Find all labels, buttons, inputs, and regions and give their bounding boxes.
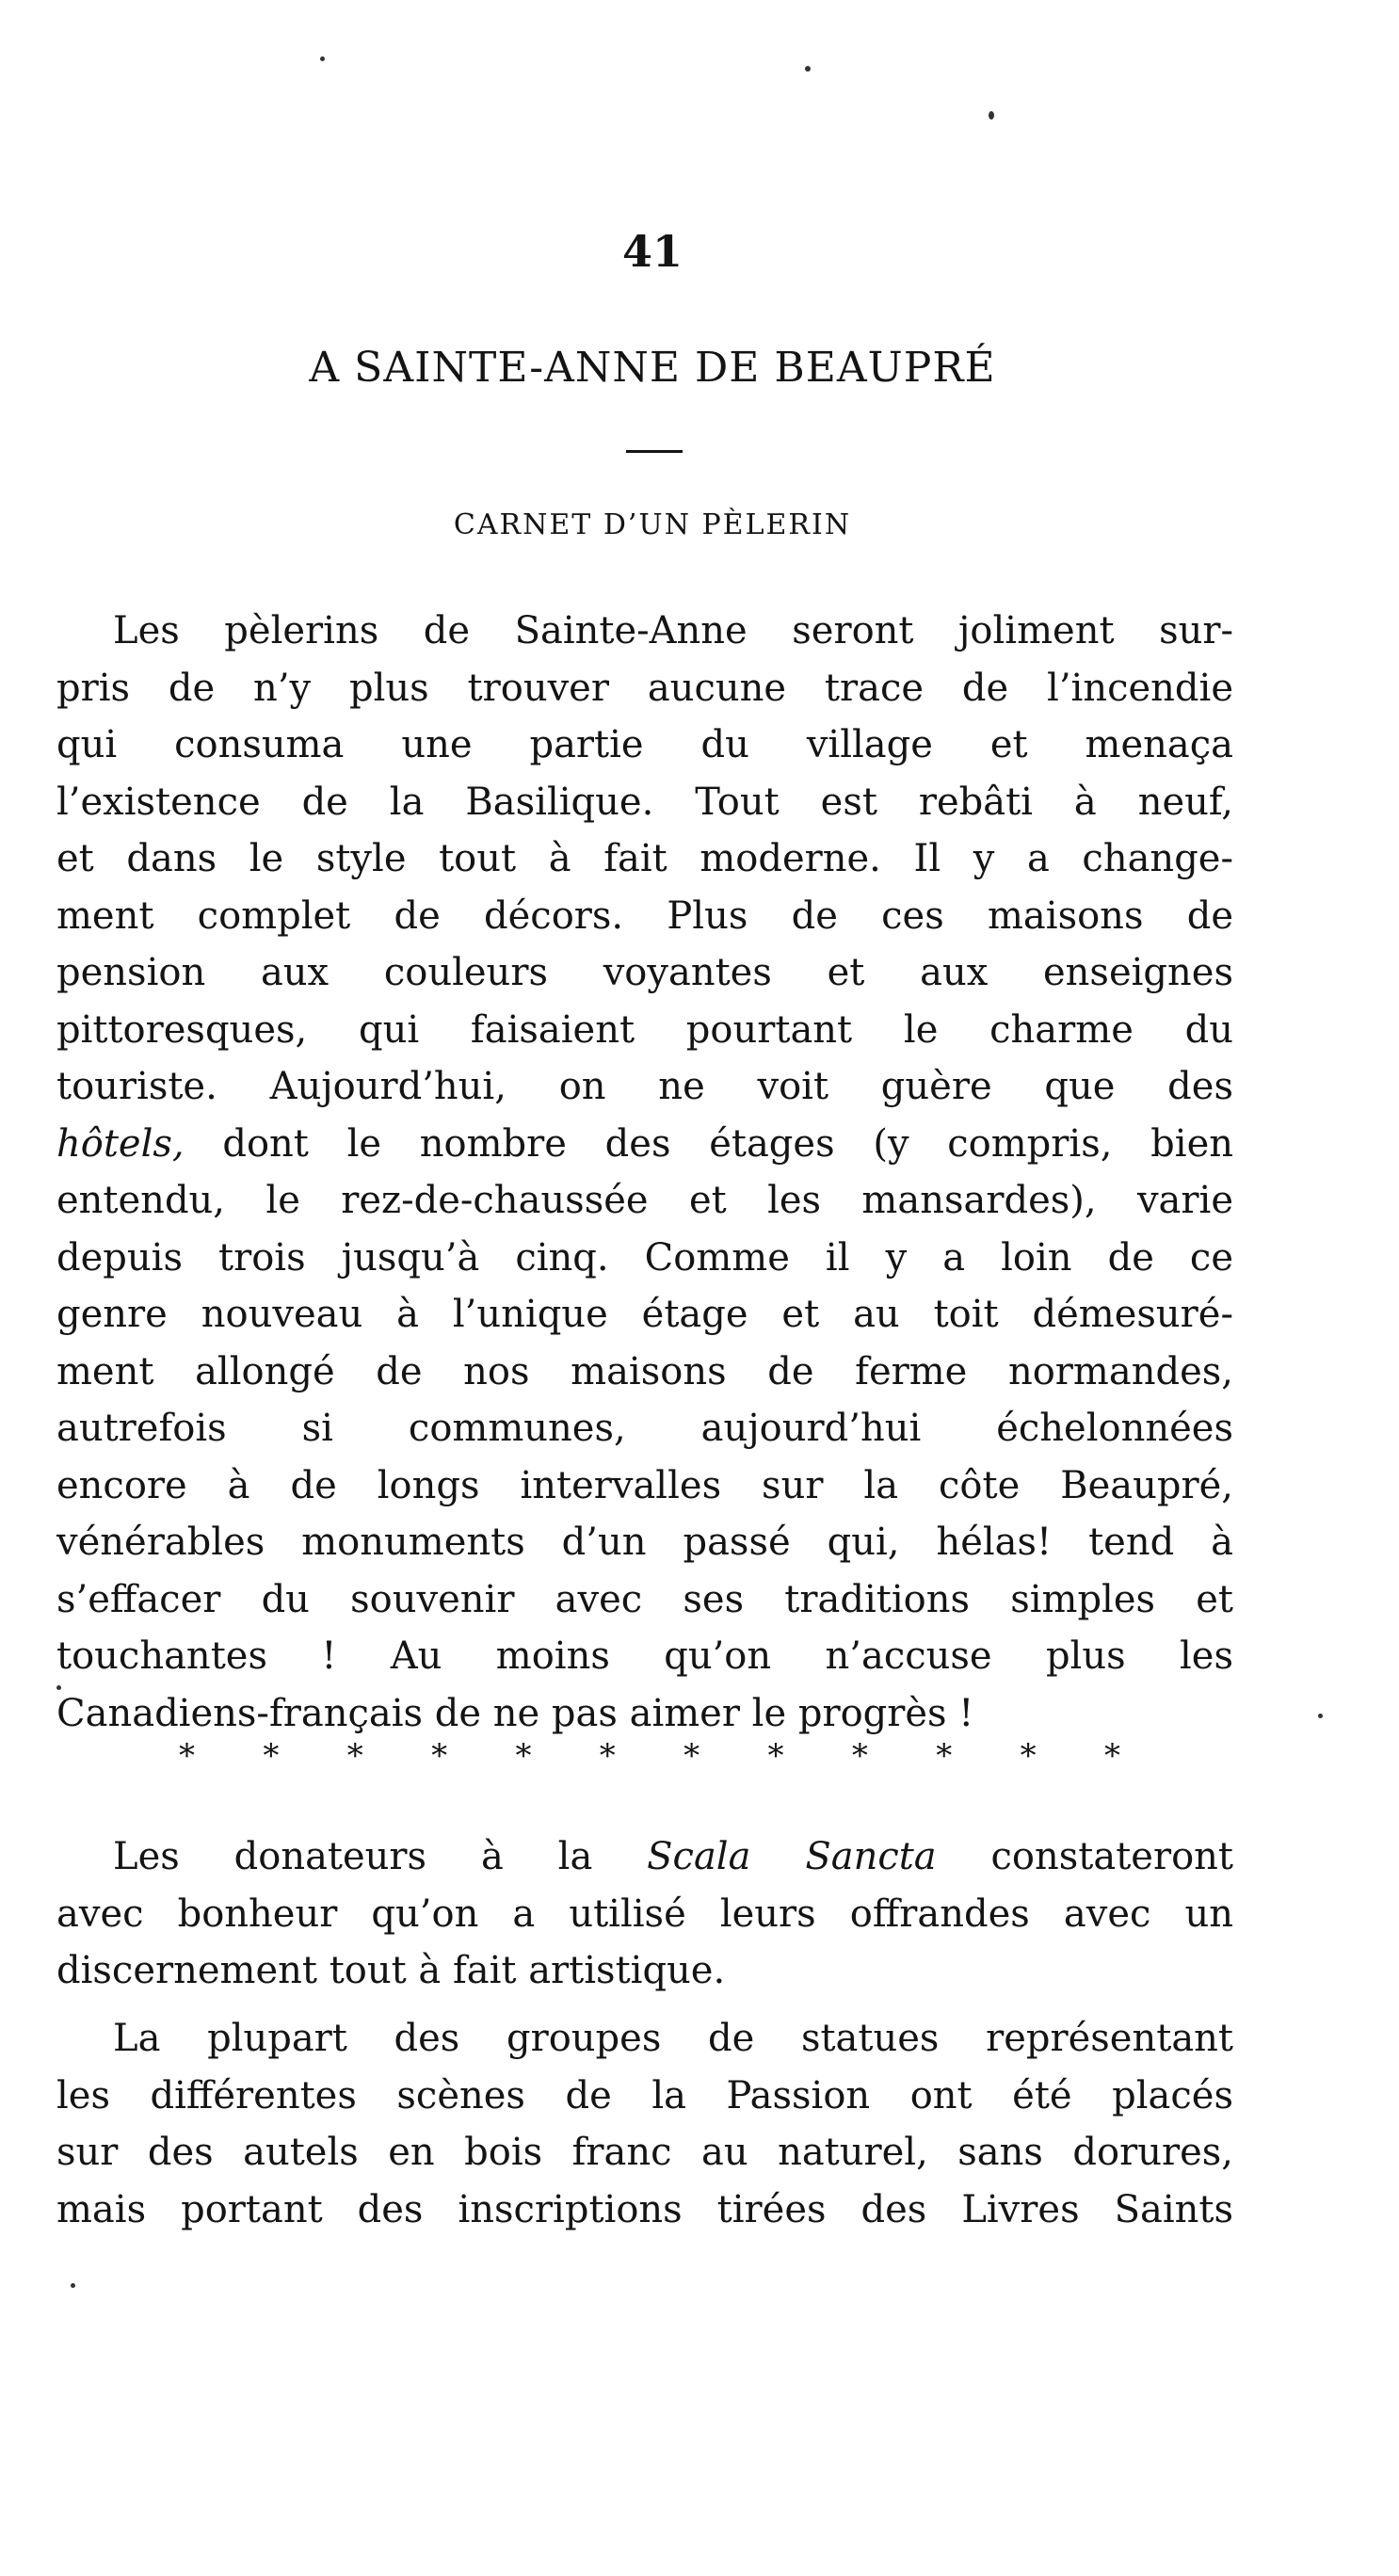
text-line: pris de n’y plus trouver aucune trace de l’incendie bbox=[56, 666, 1233, 710]
separator-star: * bbox=[767, 1737, 784, 1775]
scan-speck bbox=[1318, 1714, 1323, 1718]
text-line: sur des autels en bois franc au naturel, sans dorures, bbox=[56, 2131, 1233, 2174]
text-line: et dans le style tout à fait moderne. Il y a change- bbox=[56, 837, 1233, 880]
separator-star: * bbox=[431, 1737, 448, 1775]
text-fragment: constateront bbox=[936, 1835, 1233, 1878]
text-line: entendu, le rez-de-chaussée et les mansardes), varie bbox=[56, 1179, 1233, 1222]
paragraph-3 bbox=[56, 2010, 1233, 2238]
separator-star: * bbox=[936, 1737, 953, 1775]
paragraph-2 bbox=[56, 1828, 1233, 2000]
text-line: pittoresques, qui faisaient pourtant le charme du bbox=[56, 1007, 1233, 1052]
text-line: genre nouveau à l’unique étage et au toit démesuré- bbox=[56, 1293, 1233, 1336]
text-line: encore à de longs intervalles sur la côte Beaupré, bbox=[56, 1463, 1233, 1507]
text-line: discernement tout à fait artistique. bbox=[56, 1949, 726, 1992]
text-line: touchantes ! Au moins qu’on n’accuse plus les bbox=[56, 1634, 1233, 1678]
text-line: ment complet de décors. Plus de ces maisons de bbox=[56, 894, 1233, 938]
text-line: ment allongé de nos maisons de ferme normandes, bbox=[56, 1349, 1233, 1393]
separator-star: * bbox=[346, 1737, 363, 1775]
scan-speck bbox=[71, 2283, 75, 2288]
scan-speck bbox=[320, 56, 325, 61]
text-line: touriste. Aujourd’hui, on ne voit guère que des bbox=[56, 1065, 1233, 1108]
chapter-subtitle: CARNET D’UN PÈLERIN bbox=[453, 508, 852, 541]
separator-star: * bbox=[263, 1737, 280, 1775]
separator-star: * bbox=[683, 1737, 700, 1775]
separator-star: * bbox=[179, 1737, 195, 1775]
separator-star: * bbox=[851, 1737, 868, 1775]
text-line: l’existence de la Basilique. Tout est rebâti à neuf, bbox=[56, 780, 1233, 824]
italic-word: hôtels, bbox=[56, 1121, 185, 1166]
text-line: les différentes scènes de la Passion ont été placés bbox=[56, 2073, 1233, 2117]
text-line bbox=[56, 1828, 1233, 1886]
text-line: avec bonheur qu’on a utilisé leurs offrandes avec un bbox=[56, 1892, 1233, 1936]
text-line: vénérables monuments d’un passé qui, hélas! tend à bbox=[56, 1521, 1233, 1564]
paragraph-1 bbox=[56, 603, 1233, 1742]
separator-star: * bbox=[1020, 1737, 1037, 1775]
scan-speck bbox=[56, 1685, 61, 1690]
text-fragment: dont le nombre des étages (y compris, bien bbox=[184, 1121, 1233, 1166]
text-line: pension aux couleurs voyantes et aux enseignes bbox=[56, 951, 1233, 994]
text-line: depuis trois jusqu’à cinq. Comme il y a loin de ce bbox=[56, 1235, 1233, 1280]
separator-star: * bbox=[1103, 1737, 1120, 1775]
text-fragment: Les donateurs à la bbox=[113, 1835, 648, 1878]
text-line: Les pèlerins de Sainte-Anne seront joliment sur- bbox=[113, 609, 1233, 652]
text-line: autrefois si communes, aujourd’hui échelonnées bbox=[56, 1407, 1233, 1450]
text-line: Canadiens-français de ne pas aimer le progrès ! bbox=[56, 1691, 974, 1735]
page-number: 41 bbox=[621, 226, 683, 277]
scan-speck bbox=[989, 111, 994, 120]
text-line: mais portant des inscriptions tirées des Livres Saints bbox=[56, 2187, 1233, 2231]
separator-star: * bbox=[515, 1737, 532, 1775]
title-rule bbox=[626, 450, 683, 453]
text-line: La plupart des groupes de statues représentant bbox=[113, 2017, 1233, 2060]
section-separator bbox=[179, 1737, 1120, 1775]
text-line bbox=[56, 1116, 1233, 1173]
text-line: qui consuma une partie du village et menaça bbox=[56, 723, 1233, 766]
chapter-title: A SAINTE-ANNE DE BEAUPRÉ bbox=[309, 344, 996, 392]
separator-star: * bbox=[599, 1737, 616, 1775]
text-line: s’effacer du souvenir avec ses traditions simples et bbox=[56, 1577, 1233, 1621]
scan-speck bbox=[805, 66, 811, 72]
italic-phrase: Scala Sancta bbox=[647, 1835, 937, 1878]
